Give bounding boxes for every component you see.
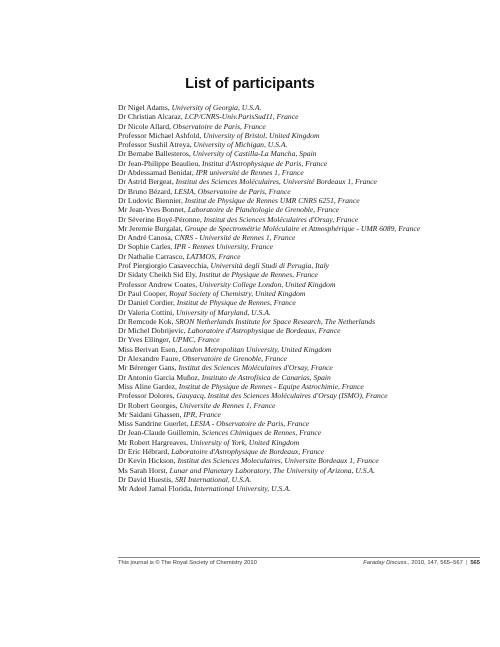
- participant-entry: [118, 475, 490, 484]
- participant-affiliation: Institut des Sciences Moléculaires, Université Bordeaux 1, France: [175, 177, 377, 187]
- participant-affiliation: Instituto de Astrofísica de Canarias, Spain: [201, 372, 331, 382]
- participant-entry: [118, 103, 490, 112]
- participant-entry: [118, 215, 490, 224]
- participant-name: Dr Nigel Adams,: [118, 103, 172, 112]
- journal-name: Faraday Discuss.: [363, 560, 408, 566]
- participant-entry: [118, 122, 490, 131]
- participant-affiliation: Observatoire de Paris, France: [172, 121, 266, 131]
- participant-entry: [118, 354, 490, 363]
- participant-entry: [118, 205, 490, 214]
- participant-entry: [118, 187, 490, 196]
- participant-name: Dr Sophie Carles,: [118, 242, 175, 252]
- participant-entry: [118, 447, 490, 456]
- participant-name: Professor Andrew Coates,: [118, 279, 199, 289]
- citation-block: [363, 560, 480, 566]
- participant-affiliation: LESIA - Observatoire de Paris, France: [190, 419, 310, 429]
- participant-name: Dr Nicole Allard,: [118, 121, 173, 131]
- participant-name: Dr Sidaty Cheikh Sid Ely,: [118, 270, 199, 280]
- participant-entry: [118, 112, 490, 121]
- citation: [363, 560, 463, 566]
- participant-entry: [118, 177, 490, 186]
- page-title: List of participants: [185, 76, 315, 92]
- participant-affiliation: Institut de Physique de Rennes, France: [176, 298, 296, 308]
- citation-details: , 2010, 147, 565–567: [408, 560, 463, 566]
- participant-entry: [118, 298, 490, 307]
- participant-affiliation: London Metropolitan University, United Kingdom: [179, 344, 332, 354]
- participant-affiliation: IPR université de Rennes 1, France: [195, 168, 304, 178]
- footer-divider: [118, 557, 480, 558]
- participant-affiliation: Royal Society of Chemistry, United Kingdom: [169, 288, 306, 298]
- participant-affiliation: Gauyacq, Institut des Sciences Moléculaires d'Orsay (ISMO), France: [176, 391, 388, 401]
- participant-entry: [118, 391, 490, 400]
- participant-entry: [118, 335, 490, 344]
- participant-affiliation: Laboratoire d'Astrophysique de Bordeaux, France: [187, 326, 341, 336]
- participant-name: Ms Sarah Horst,: [118, 465, 170, 475]
- participant-entry: [118, 317, 490, 326]
- participant-affiliation: University of York, United Kingdom: [189, 437, 300, 447]
- participant-affiliation: IPR, France: [183, 409, 221, 419]
- participant-list: [118, 103, 490, 493]
- participant-name: Dr Jean-Philippe Beaulieu,: [118, 158, 202, 168]
- participant-affiliation: UPMC, France: [172, 335, 220, 345]
- participant-name: Mr Robert Hargreaves,: [118, 437, 190, 447]
- participant-name: Dr Yves Ellinger,: [118, 335, 173, 345]
- footer-separator: |: [465, 560, 468, 566]
- participant-entry: [118, 345, 490, 354]
- participant-affiliation: IPR - Rennes University, France: [174, 242, 274, 252]
- participant-name: Dr Séverine Boyé-Péronne,: [118, 214, 204, 224]
- copyright-notice: This journal is © The Royal Society of Chemistry 2010: [118, 560, 257, 566]
- participant-entry: [118, 401, 490, 410]
- page-footer: [118, 560, 480, 566]
- participant-entry: [118, 289, 490, 298]
- participant-entry: [118, 242, 490, 251]
- participant-name: Dr Nathalie Carrasco,: [118, 251, 187, 261]
- participant-name: Mr Jeremie Burgalat,: [118, 223, 185, 233]
- participant-entry: [118, 373, 490, 382]
- participant-affiliation: Laboratoire de Planétologie de Grenoble, France: [187, 205, 339, 215]
- participant-affiliation: Institut d'Astrophysique de Paris, France: [201, 158, 328, 168]
- participant-entry: [118, 261, 490, 270]
- participant-entry: [118, 159, 490, 168]
- participant-name: Dr Ludovic Biennier,: [118, 195, 185, 205]
- participant-name: Dr Robert Georges,: [118, 400, 180, 410]
- participant-entry: [118, 196, 490, 205]
- participant-affiliation: LATMOS, France: [186, 251, 241, 261]
- participant-affiliation: Institut des Sciences Moléculaires d'Orsay, France: [178, 363, 333, 373]
- participant-entry: [118, 363, 490, 372]
- participant-affiliation: Institut des Sciences Moléculaires d'Orsay, France: [203, 214, 359, 224]
- participant-affiliation: Institut de Physique de Rennes, France: [198, 270, 318, 280]
- participant-affiliation: Institut de Physique de Rennes - Equipe Astrochimie, France: [178, 381, 364, 391]
- participant-affiliation: University of Michigan, U.S.A.: [193, 140, 288, 150]
- participant-name: Dr Kevin Hickson,: [118, 456, 178, 466]
- participant-affiliation: LESIA, Observatoire de Paris, France: [174, 186, 291, 196]
- participant-name: Dr Christian Alcaraz,: [118, 112, 185, 122]
- participant-entry: [118, 382, 490, 391]
- participant-affiliation: Institut de Physique de Rennes UMR CNRS 6251, France: [184, 195, 360, 205]
- participant-affiliation: LCP/CNRS-Univ.ParisSud11, France: [184, 112, 299, 122]
- participant-entry: [118, 280, 490, 289]
- participant-entry: [118, 326, 490, 335]
- participant-entry: [118, 140, 490, 149]
- participant-affiliation: Laboratoire d'Astrophysique de Bordeaux, France: [171, 446, 324, 456]
- participant-name: Prof Piergiorgio Casavecchia,: [118, 261, 211, 271]
- participant-affiliation: Groupe de Spectrométrie Moléculaire et Atmosphérique - UMR 6089, France: [184, 223, 421, 233]
- participant-name: Dr Michel Dobrijevic,: [118, 326, 188, 336]
- participant-affiliation: International University, U.S.A.: [194, 484, 291, 494]
- participant-entry: [118, 456, 490, 465]
- participant-name: Miss Berivan Esen,: [118, 344, 180, 354]
- participant-name: Dr Antonio Garcia Muñoz,: [118, 372, 202, 382]
- participant-entry: [118, 270, 490, 279]
- participant-name: Dr Jean-Claude Guillemin,: [118, 428, 202, 438]
- participant-name: Mr Bérenger Gans,: [118, 363, 179, 373]
- participant-entry: [118, 308, 490, 317]
- participant-affiliation: University of Castilla-La Mancha, Spain: [192, 149, 317, 159]
- participant-affiliation: University of Georgia, U.S.A.: [171, 103, 262, 112]
- participant-name: Dr Bernabe Ballesteros,: [118, 149, 193, 159]
- participant-affiliation: Universite de Rennes 1, France: [179, 400, 276, 410]
- participant-name: Dr Valeria Cottini,: [118, 307, 177, 317]
- participant-entry: [118, 438, 490, 447]
- participant-name: Dr David Huestis,: [118, 474, 175, 484]
- participant-entry: [118, 149, 490, 158]
- participant-name: Miss Aline Gardez,: [118, 381, 179, 391]
- participant-name: Dr Astrid Bergeat,: [118, 177, 176, 187]
- participant-entry: [118, 168, 490, 177]
- participant-affiliation: Observatoire de Grenoble, France: [182, 354, 287, 364]
- participant-name: Dr André Canosa,: [118, 233, 175, 243]
- participant-entry: [118, 131, 490, 140]
- participant-affiliation: Sciences Chimiques de Rennes, France: [201, 428, 322, 438]
- participant-entry: [118, 484, 490, 493]
- participant-entry: [118, 252, 490, 261]
- participant-entry: [118, 224, 490, 233]
- participant-name: Professor Sushil Atreya,: [118, 140, 194, 150]
- participant-affiliation: University College London, United Kingdom: [199, 279, 336, 289]
- participant-name: Dr Paul Cooper,: [118, 288, 170, 298]
- participant-entry: [118, 233, 490, 242]
- participant-name: Dr Daniel Cordier,: [118, 298, 177, 308]
- participant-name: Dr Alexandre Faure,: [118, 354, 183, 364]
- participant-affiliation: Lunar and Planetary Laboratory, The University of Arizona, U.S.A.: [169, 465, 375, 475]
- participant-name: Professor Dolores,: [118, 391, 177, 401]
- participant-affiliation: CNRS - Université de Rennes 1, France: [174, 233, 296, 243]
- participant-affiliation: Institut des Sciences Moleculaires, Universite Bordeaux 1, France: [177, 456, 379, 466]
- participant-entry: [118, 410, 490, 419]
- participant-name: Dr Bruno Bézard,: [118, 186, 175, 196]
- participant-name: Professor Michael Ashfold,: [118, 130, 204, 140]
- participant-name: Dr Eric Hébrard,: [118, 446, 172, 456]
- participant-name: Mr Saidani Ghassen,: [118, 409, 184, 419]
- participant-entry: [118, 466, 490, 475]
- participant-affiliation: Università degli Studi di Perugia, Italy: [210, 261, 330, 271]
- participant-affiliation: University of Bristol, United Kingdom: [203, 130, 320, 140]
- participant-name: Mr Adeel Jamal Florida,: [118, 484, 195, 494]
- participant-affiliation: University of Maryland, U.S.A.: [176, 307, 271, 317]
- participant-entry: [118, 419, 490, 428]
- participant-entry: [118, 428, 490, 437]
- participant-name: Mr Jean-Yves Bonnet,: [118, 205, 188, 215]
- participant-name: Dr Remcode Kok,: [118, 316, 176, 326]
- page-number: 565: [470, 560, 480, 566]
- participant-affiliation: SRI International, U.S.A.: [174, 474, 252, 484]
- participant-name: Miss Sandrine Guerlet,: [118, 419, 191, 429]
- participant-affiliation: SRON Netherlands Institute for Space Research, The Netherlands: [175, 316, 376, 326]
- participant-name: Dr Abdessamad Benidar,: [118, 168, 196, 178]
